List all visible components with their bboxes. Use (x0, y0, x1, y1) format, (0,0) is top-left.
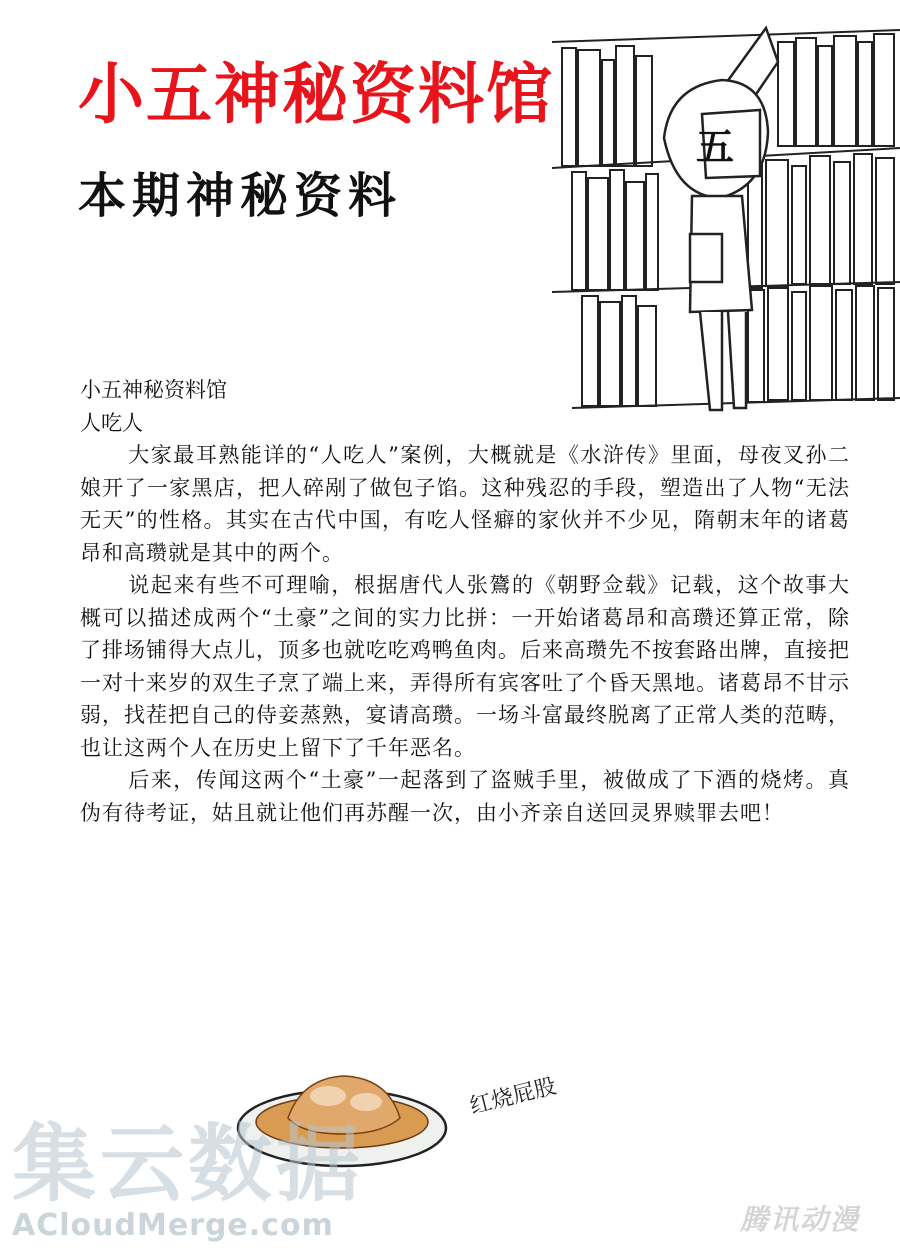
page-title: 小五神秘资料馆 (78, 56, 554, 133)
page-subtitle: 本期神秘资料 (78, 168, 403, 224)
helmet-badge-text: 五 (695, 125, 735, 169)
article-body (80, 374, 850, 829)
bookshelf-illustration (552, 20, 900, 412)
brand-watermark: 腾讯动漫 (740, 1203, 861, 1236)
article-paragraph: 说起来有些不可理喻，根据唐代人张鷟的《朝野佥载》记载，这个故事大概可以描述成两个“土豪”之间的实力比拼：一开始诸葛昂和高瓒还算正常，除了排场铺得大点儿，顶多也就吃吃鸡鸭鱼肉。后来高瓒先不按套路出牌，直接把一对十来岁的双生子烹了端上来，弄得所有宾客吐了个昏天黑地。诸葛昂不甘示弱，找茬把自己的侍妾蒸熟，宴请高瓒。一场斗富最终脱离了正常人类的范畴，也让这两个人在历史上留下了千年恶名。 (80, 573, 850, 760)
article-paragraph: 大家最耳熟能详的“人吃人”案例，大概就是《水浒传》里面，母夜叉孙二娘开了一家黑店，把人碎剐了做包子馅。这种残忍的手段，塑造出了人物“无法无天”的性格。其实在古代中国，有吃人怪癖的家伙并不少见，隋朝末年的诸葛昂和高瓒就是其中的两个。 (80, 443, 850, 565)
column-name: 小五神秘资料馆 (80, 378, 227, 402)
article-topic: 人吃人 (80, 410, 143, 435)
dish-label: 红烧屁股 (467, 1074, 559, 1120)
site-watermark: 集云数据 (12, 1115, 365, 1213)
article-paragraph: 后来，传闻这两个“土豪”一起落到了盗贼手里，被做成了下酒的烧烤。真伪有待考证，姑且就让他们再苏醒一次，由小齐亲自送回灵界赎罪去吧！ (80, 768, 850, 825)
site-url-watermark: ACloudMerge.com (12, 1208, 334, 1243)
